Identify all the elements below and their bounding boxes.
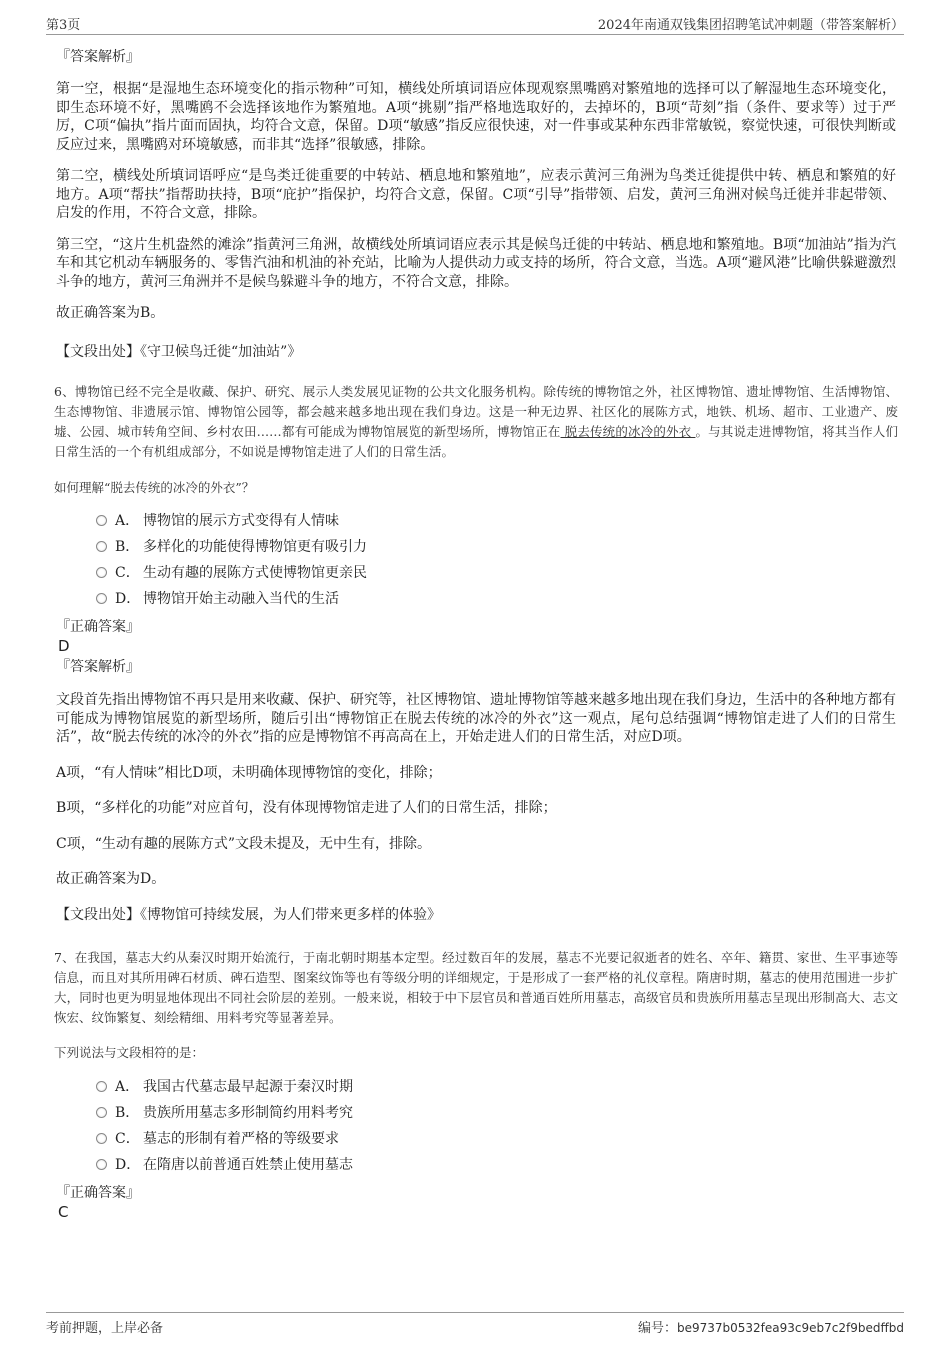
underlined-phrase: 脱去传统的冰冷的外衣: [560, 424, 696, 439]
radio-icon[interactable]: [96, 541, 107, 552]
code-label: 编号：: [637, 1321, 677, 1336]
radio-icon[interactable]: [96, 1133, 107, 1144]
analysis-paragraph: 第二空，横线处所填词语呼应“是鸟类迁徙重要的中转站、栖息地和繁殖地”，应表示黄河三角洲为鸟类迁徙提供中转、栖息和繁殖的好地方。A项“帮扶”指帮助扶持，B项“庇护”指保护，均符合文意，保留。C项“引导”指带领、启发，黄河三角洲对候鸟迁徙并非起带领、启发的作用，不符合文意，排除。: [56, 168, 896, 221]
radio-icon[interactable]: [96, 593, 107, 604]
document-title: 2024年南通双钱集团招聘笔试冲刺题（带答案解析）: [597, 18, 904, 33]
option-letter: D．: [115, 1157, 141, 1173]
option-c[interactable]: [96, 1129, 339, 1149]
option-letter: D．: [115, 591, 141, 607]
analysis-paragraph: 第一空，根据“是湿地生态环境变化的指示物种”可知，横线处所填词语应体现观察黑嘴鸥对繁殖地的选择可以了解湿地生态环境变化，即生态环境不好，黑嘴鸥不会选择该地作为繁殖地。A项“挑剔”指严格地选取好的，去掉坏的，B项“苛刻”指（条件、要求等）过于严厉，C项“偏执”指片面而固执，均符合文意，保留。D项“敏感”指反应很快速，对一件事或某种东西非常敏锐，察觉快速，可很快判断或反应过来，黑嘴鸥对环境敏感，而非其“选择”很敏感，排除。: [56, 81, 896, 153]
analysis-paragraph: A项，“有人情味”相比D项，未明确体现博物馆的变化，排除；: [56, 764, 442, 781]
conclusion: 故正确答案为B。: [56, 305, 165, 321]
document-code: [638, 1317, 904, 1336]
option-text: 多样化的功能使得博物馆更有吸引力: [143, 539, 367, 555]
question-7-prompt: 下列说法与文段相符的是：: [54, 1045, 205, 1060]
analysis-paragraph: C项，“生动有趣的展陈方式”文段未提及，无中生有，排除。: [56, 835, 432, 852]
option-letter: C．: [115, 1131, 140, 1147]
option-text: 博物馆开始主动融入当代的生活: [143, 591, 339, 607]
option-letter: B．: [115, 539, 140, 555]
option-b[interactable]: [96, 1103, 353, 1123]
option-text: 生动有趣的展陈方式使博物馆更亲民: [143, 565, 367, 581]
page-header: [46, 12, 904, 35]
analysis-tag: 『答案解析』: [56, 49, 140, 65]
conclusion: 故正确答案为D。: [56, 871, 166, 887]
question-6-stem: [54, 382, 898, 462]
option-c[interactable]: [96, 563, 367, 583]
radio-icon[interactable]: [96, 1081, 107, 1092]
option-text: 在隋唐以前普通百姓禁止使用墓志: [143, 1157, 353, 1173]
option-a[interactable]: [96, 1077, 353, 1097]
correct-answer: D: [58, 637, 70, 655]
option-letter: A．: [115, 513, 140, 529]
analysis-paragraph: B项，“多样化的功能”对应首句，没有体现博物馆走进了人们的日常生活，排除；: [56, 800, 557, 816]
option-d[interactable]: [96, 1155, 353, 1175]
answer-tag: 『正确答案』: [56, 1185, 140, 1201]
option-text: 博物馆的展示方式变得有人情味: [143, 513, 339, 529]
radio-icon[interactable]: [96, 515, 107, 526]
question-6-prompt: 如何理解“脱去传统的冰冷的外衣”？: [54, 480, 255, 495]
q6-analysis: [56, 691, 896, 924]
analysis-tag: 『答案解析』: [56, 659, 140, 675]
analysis-paragraph: 文段首先指出博物馆不再只是用来收藏、保护、研究等，社区博物馆、遗址博物馆等越来越多地出现在我们身边，生活中的各种地方都有可能成为博物馆展览的新型场所，随后引出“博物馆正在脱去传统的冰冷的外衣”这一观点，尾句总结强调“博物馆走进了人们的日常生活”，故“脱去传统的冰冷的外衣”指的应是博物馆不再高高在上，开始走进人们的日常生活，对应D项。: [56, 692, 896, 745]
analysis-paragraph: 第三空，“这片生机盎然的滩涂”指黄河三角洲，故横线处所填词语应表示其是候鸟迁徙的中转站、栖息地和繁殖地。B项“加油站”指为汽车和其它机动车辆服务的、零售汽油和机油的补充站，比喻为人提供动力或支持的场所，符合文意，当选。A项“避风港”比喻供躲避激烈斗争的地方，黄河三角洲并不是候鸟躲避斗争的地方，不符合文意，排除。: [56, 236, 896, 290]
stem-text: 。与其说走进博物馆，将其当作人们日常生活的一个有机组成部分，不如说是博物馆走进了人们的日常生活。: [54, 424, 898, 459]
option-d[interactable]: [96, 589, 339, 609]
page-number: 第3页: [46, 18, 81, 33]
option-a[interactable]: [96, 511, 339, 531]
option-letter: C．: [115, 565, 140, 581]
footer-slogan: 考前押题，上岸必备: [46, 1321, 164, 1336]
answer-tag: 『正确答案』: [56, 619, 140, 635]
radio-icon[interactable]: [96, 1159, 107, 1170]
option-text: 墓志的形制有着严格的等级要求: [143, 1131, 339, 1147]
page-footer: [46, 1312, 904, 1335]
radio-icon[interactable]: [96, 567, 107, 578]
option-letter: A．: [115, 1079, 140, 1095]
q5-analysis: [56, 80, 896, 361]
stem-text: 6、博物馆已经不完全是收藏、保护、研究、展示人类发展见证物的公共文化服务机构。除传统的博物馆之外，社区博物馆、遗址博物馆、生活博物馆、生态博物馆、非遗展示馆、博物馆公园等，都会越来越多地出现在我们身边。这是一种无边界、社区化的展陈方式，地铁、机场、超市、工业遗产、废墟、公园、城市转角空间、乡村农田……都有可能成为博物馆展览的新型场所，博物馆正在: [54, 384, 898, 439]
source-citation: 【文段出处】《博物馆可持续发展，为人们带来更多样的体验》: [56, 906, 441, 923]
option-letter: B．: [115, 1105, 140, 1121]
code-value: be9737b0532fea93c9eb7c2f9bedffbd: [676, 1321, 904, 1335]
option-text: 我国古代墓志最早起源于秦汉时期: [143, 1079, 353, 1095]
option-b[interactable]: [96, 537, 367, 557]
correct-answer: C: [58, 1203, 69, 1221]
source-citation: 【文段出处】《守卫候鸟迁徙“加油站”》: [56, 343, 302, 360]
question-7-stem: 7、在我国，墓志大约从秦汉时期开始流行，于南北朝时期基本定型。经过数百年的发展，墓志不光要记叙逝者的姓名、卒年、籍贯、家世、生平事迹等信息，而且对其所用碑石材质、碑石造型、图案纹饰等也有等级分明的详细规定，于是形成了一套严格的礼仪章程。隋唐时期，墓志的使用范围进一步扩大，同时也更为明显地体现出不同社会阶层的差别。一般来说，相较于中下层官员和普通百姓所用墓志，高级官员和贵族所用墓志呈现出形制高大、志文恢宏、纹饰繁复、刻绘精细、用料考究等显著差异。: [54, 950, 898, 1025]
radio-icon[interactable]: [96, 1107, 107, 1118]
option-text: 贵族所用墓志多形制简约用料考究: [143, 1105, 353, 1121]
